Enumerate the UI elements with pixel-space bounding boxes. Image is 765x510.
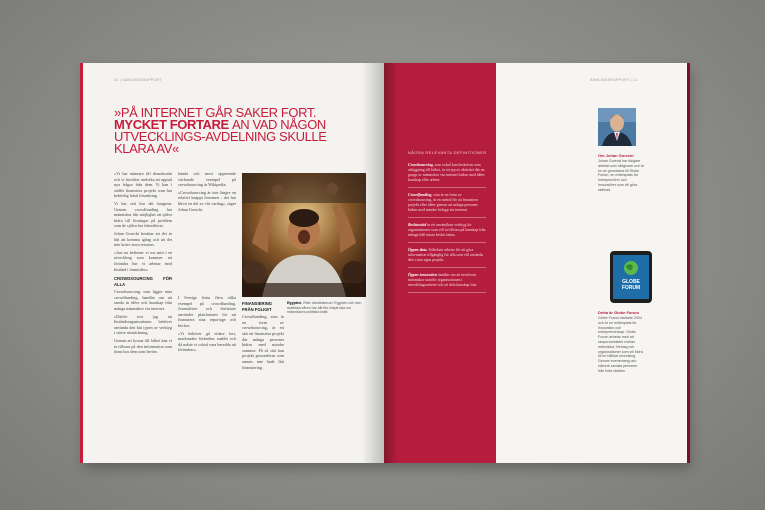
paragraph: Johan Gorecki berättar att det är lätt att komma igång och att det inte krävs stora resurser. — [114, 230, 172, 248]
profile-text: Johan Gorecki har tidigare arbetat som rådgivare och är en av grundarna till Globe Forum, en mötesplats för entreprenörer och innovatörer som vill göra skillnad. — [598, 159, 644, 192]
right-edge-rule — [687, 63, 690, 463]
article-column-2-bottom — [178, 295, 236, 355]
subheading: CROWDSOURCING FÖR ALLA — [114, 276, 172, 287]
left-edge-rule — [80, 63, 83, 463]
definition-item — [408, 163, 486, 188]
tablet-label-forum: FORUM — [621, 285, 641, 291]
author-portrait — [598, 108, 636, 146]
definition-text: Stiftelsen arbetar för att göra information tillgänglig för alla som vill använda den i sina egna projekt. — [408, 248, 483, 262]
definition-item — [408, 223, 486, 243]
protest-crowd-photo — [242, 173, 366, 297]
definition-term: Öppen data. — [408, 248, 428, 252]
tablet-label-globe: GLOBE — [622, 279, 640, 285]
article-column-1 — [114, 171, 172, 357]
caption-label: Egypten. — [287, 301, 303, 305]
paragraph: I Sverige finns flera olika exempel på crowdfunding. Journalister och författare använder plattformen för att finansiera sina reportage och böcker. — [178, 295, 236, 328]
article-column-3 — [242, 301, 284, 372]
globe-forum-tablet-logo — [610, 251, 652, 303]
paragraph: »Vi har närmare till demokratin och vi försöker undvika att uppstå nya frågor från dem. Vi kan i stället finansiera projekt som har behövlig lokal förankring. — [114, 171, 172, 199]
definitions-list — [408, 163, 486, 298]
definitions-title: NÅGRA RELEVANTA DEFINITIONER — [408, 150, 487, 155]
headline-part-1: »PÅ INTERNET GÅR SAKER FORT. — [114, 105, 317, 120]
organization-text: Globe Forum startade 2004 och är en mötesplats för innovation och entreprenörskap. Globe Forum arbetar med att skapa kontakter mellan människor, företag och organisationer som vill bidra till en hållbar utveckling. Genom evenemang och nätverk samlas personer från hela världen. — [598, 316, 643, 373]
open-magazine — [80, 63, 690, 463]
definition-text: som också kan beskrivas som utläggning till folket, är en typ av aktivitet där en grupp av människor via internet bidrar med idéer, kunskap eller arbete. — [408, 163, 486, 182]
paragraph: Genom att lyssna till folket kan vi ta tillvara på den information som finns hos dem som berörs. — [114, 338, 172, 355]
left-page — [80, 63, 384, 463]
paragraph: Crowdfunding, som är en form av crowdsourcing, är ett sätt att finansiera projekt där många personer bidrar med mindre summor. På så sätt kan projekt genomföras som annars inte hade fått finansiering. — [242, 314, 284, 370]
headline-part-2: AN VAD NÅGON UTVECKLINGS-AVDELNING SKULLE KLARA AV« — [114, 117, 327, 156]
photo-caption — [287, 301, 367, 315]
definition-term: Beslutsstöd — [408, 223, 427, 227]
definition-item — [408, 273, 486, 293]
caption-text: Efter händelserna i Egypten och den arabiska våren har allt fler börjat tala om människors politiska kraft. — [287, 301, 362, 315]
right-page — [384, 63, 690, 463]
definition-text: som är en form av crowdsourcing, är en metod för att finansiera projekt eller idéer genom att många personer bidrar med mindre belopp via internet. — [408, 193, 479, 212]
paragraph: »Crowdsourcing är inte längre en relativt knappt fenomen – det har blivit en del av vår vardag«, säger Johan Gorecki. — [178, 189, 236, 212]
profile-title: Om Johan Gorecki — [598, 153, 634, 158]
article-column-2-top — [178, 171, 236, 214]
definition-item — [408, 193, 486, 218]
definition-text: handlar om att involvera människor utanför organisationen i utvecklingsarbetet och att dela kunskap fritt. — [408, 273, 478, 287]
definition-term: Öppen innovation — [408, 273, 437, 277]
definition-term: Crowdfunding, — [408, 193, 433, 197]
paragraph: Vi har sett hur det fungerar. Genom crowdfunding har människor fått möjlighet att själva bidra till lösningar på problem som de själva har identifierat. — [114, 200, 172, 229]
paragraph: kända och mest uppseende väckande exempel på crowdsourcing är Wikipedia. — [178, 171, 236, 188]
pull-quote-headline — [114, 107, 354, 155]
headline-bold: MYCKET FORTARE — [114, 117, 229, 132]
definition-term: Crowdsourcing, — [408, 163, 434, 167]
subheading: FINANSIERING FRÅN FOLKET — [242, 301, 273, 312]
right-folio: SAMLINGSRAPPORT | 11 — [590, 78, 638, 82]
paragraph: »Därför tror jag att biståndsorganisationer behöver använda den här typen av verktyg i större utsträckning. — [114, 313, 172, 336]
definition-text: är ett användbart verktyg för organisationer som vill ta tillvara på kunskap från många håll innan beslut fattas. — [408, 223, 486, 237]
definition-item — [408, 248, 486, 268]
paragraph: »Just nu befinner vi oss mitt i en utveckling som kommer att förändra hur vi arbetar med bistånd i framtiden« — [114, 249, 172, 272]
paragraph: »Vi behöver gå vidare fort, marknaden förändras snabbt och då måste vi också vara beredda att förändras«. — [178, 330, 236, 353]
left-folio: 10 | SAMLINGSRAPPORT — [114, 78, 162, 82]
paragraph: Crowdsourcing, som ligger nära crowdfunding, handlar om att samla in idéer och kunskap från många människor via internet. — [114, 289, 172, 312]
organization-title: Detta är Globe Forum — [598, 310, 639, 315]
